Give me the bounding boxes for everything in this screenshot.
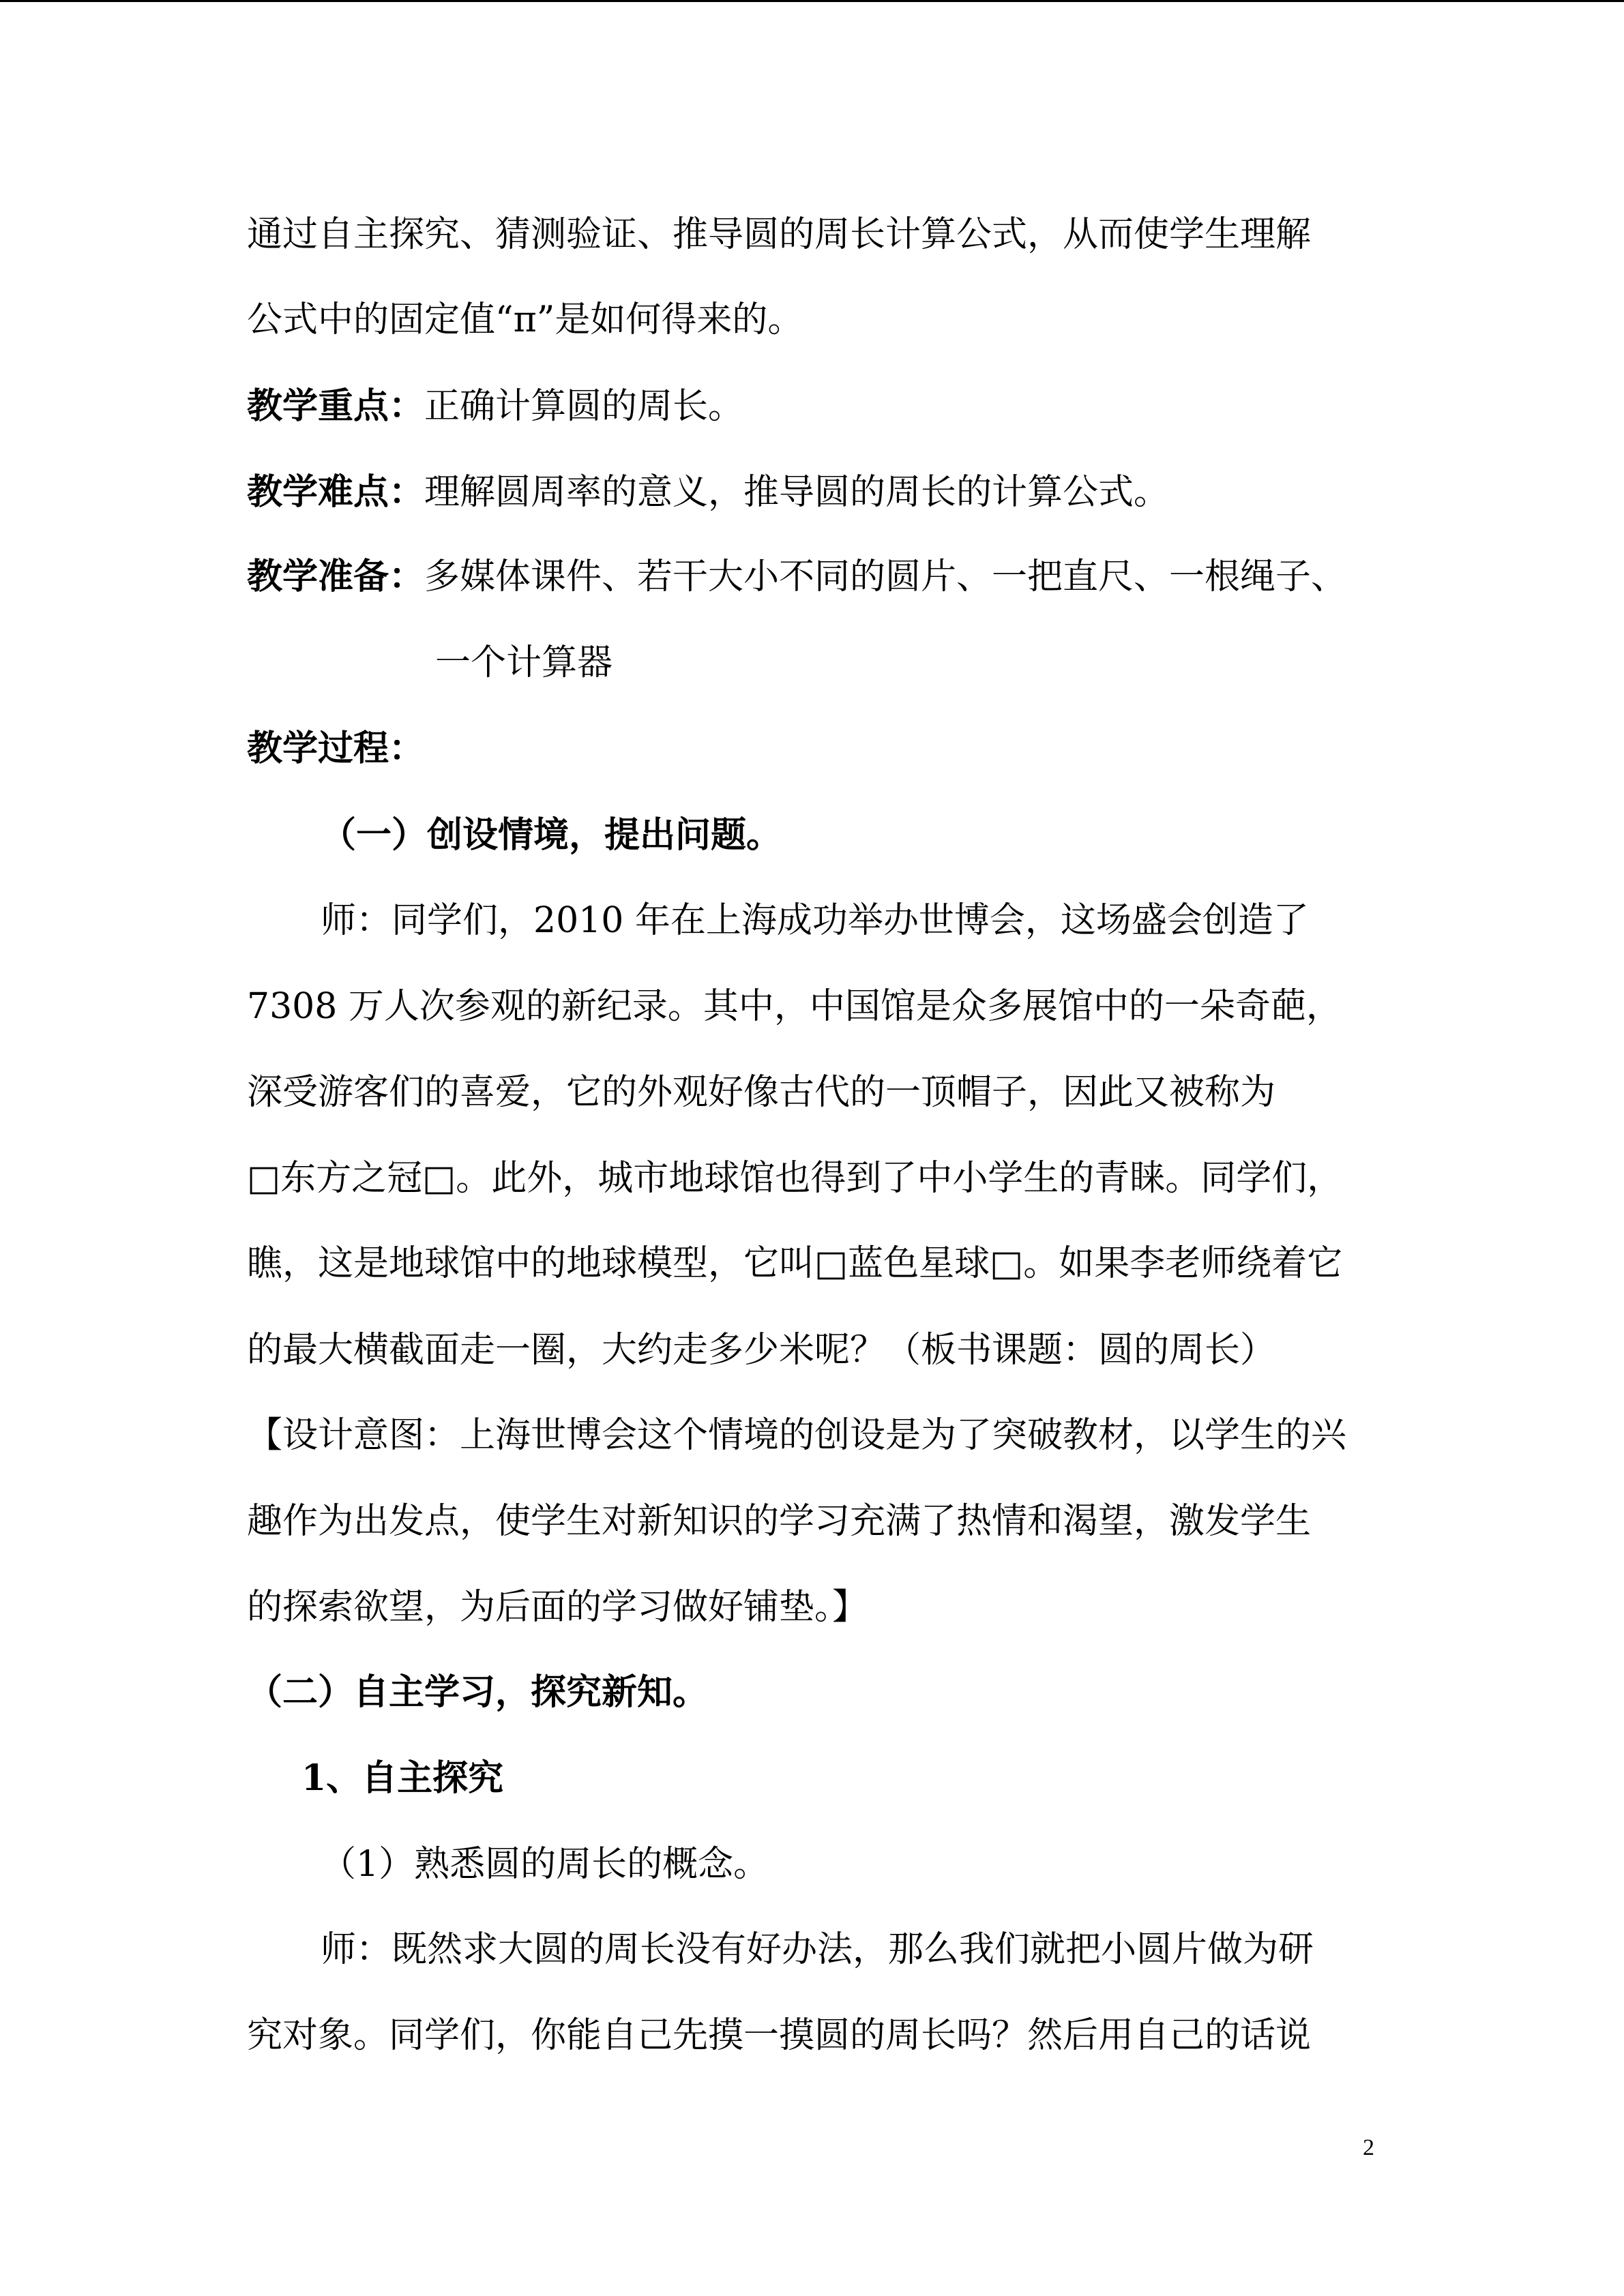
- section-2-para-line: 究对象。同学们，你能自己先摸一摸圆的周长吗？然后用自己的话说: [247, 2015, 1312, 2056]
- intro-line-1: 通过自主探究、猜测验证、推导圆的周长计算公式，从而使学生理解: [247, 214, 1312, 255]
- difficult-point: [247, 471, 1169, 514]
- process-label: 教学过程：: [247, 728, 425, 769]
- preparation-continuation: 一个计算器: [435, 642, 613, 683]
- intro-line-2: 公式中的固定值“π”是如何得来的。: [247, 299, 803, 340]
- preparation-label: 教学准备：: [247, 556, 425, 597]
- preparation-text: 多媒体课件、若干大小不同的圆片、一把直尺、一根绳子、: [424, 556, 1347, 597]
- subheading-self-exploration: 1、自主探究: [301, 1757, 504, 1799]
- design-intent-line: 趣作为出发点，使学生对新知识的学习充满了热情和渴望，激发学生: [247, 1501, 1312, 1542]
- section-2-heading: （二）自主学习，探究新知。: [247, 1671, 709, 1713]
- key-point-label: 教学重点：: [247, 385, 425, 427]
- design-intent-line: 【设计意图：上海世博会这个情境的创设是为了突破教材，以学生的兴: [247, 1415, 1347, 1456]
- section-1-para-line: 的最大横截面走一圈，大约走多少米呢？（板书课题：圆的周长）: [247, 1330, 1276, 1371]
- section-1-para-line: 深受游客们的喜爱，它的外观好像古代的一顶帽子，因此又被称为: [247, 1072, 1276, 1113]
- section-1-heading: （一）创设情境，提出问题。: [321, 814, 782, 856]
- subheading-circumference-concept: （1）熟悉圆的周长的概念。: [321, 1844, 769, 1885]
- difficult-point-text: 理解圆周率的意义，推导圆的周长的计算公式。: [424, 472, 1170, 513]
- section-1-para-line: 7308 万人次参观的新纪录。其中，中国馆是众多展馆中的一朵奇葩，: [247, 986, 1342, 1027]
- preparation: [247, 555, 1346, 599]
- section-1-para-line: □东方之冠□。此外，城市地球馆也得到了中小学生的青睐。同学们，: [247, 1158, 1343, 1199]
- section-1-para-line: 师：同学们，2010 年在上海成功举办世博会，这场盛会创造了: [321, 900, 1309, 941]
- difficult-point-label: 教学难点：: [247, 471, 425, 513]
- page-number: 2: [1363, 2135, 1374, 2160]
- section-2-para-line: 师：既然求大圆的周长没有好办法，那么我们就把小圆片做为研: [321, 1929, 1314, 1970]
- section-1-para-line: 瞧，这是地球馆中的地球模型，它叫□蓝色星球□。如果李老师绕着它: [247, 1243, 1343, 1284]
- key-point-text: 正确计算圆的周长。: [424, 386, 744, 427]
- key-point: [247, 385, 743, 428]
- design-intent-line: 的探索欲望，为后面的学习做好铺垫。】: [247, 1587, 868, 1628]
